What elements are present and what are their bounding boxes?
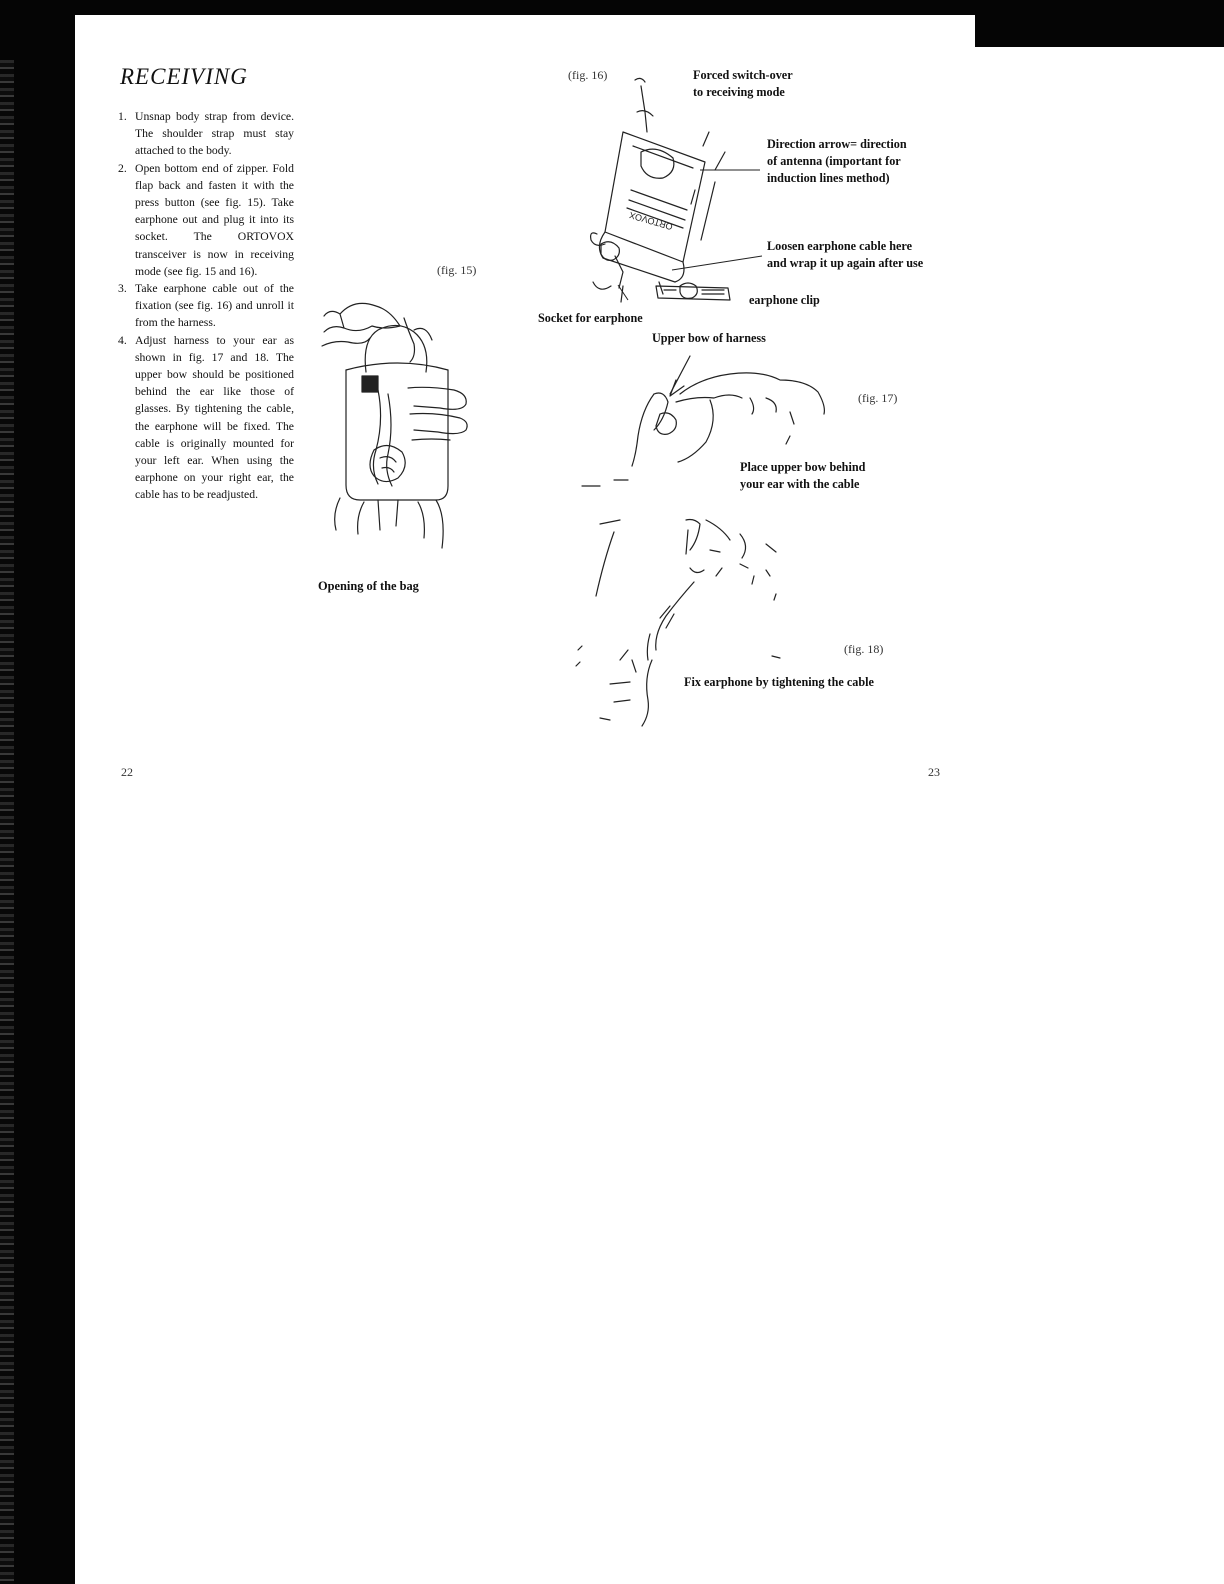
callout-upper-bow: Upper bow of harness bbox=[652, 331, 766, 345]
fig17-caption: Place upper bow behind your ear with the cable bbox=[740, 460, 866, 491]
instruction-step: 4. Adjust harness to your ear as shown in fig. 17 and 18. The upper bow should be positioned behind the ear like those of glasses. By tightening the cable, the earphone will be fixed. The cable is originally mounted for your left ear. When using the earphone on your right ear, the cable has to be readjusted. bbox=[118, 333, 294, 502]
device-brand-text: ORTOVOX bbox=[628, 209, 674, 232]
fig15-label: (fig. 15) bbox=[437, 263, 477, 277]
fig16-leader-lines bbox=[0, 0, 1224, 400]
fig16-label: (fig. 16) bbox=[568, 68, 608, 82]
instruction-step: 1. Unsnap body strap from device. The shoulder strap must stay attached to the body. bbox=[118, 110, 294, 158]
callout-earphone-clip: earphone clip bbox=[749, 293, 820, 307]
fig15-caption: Opening of the bag bbox=[318, 579, 419, 593]
fig18-label: (fig. 18) bbox=[844, 642, 884, 656]
callout-loosen-cable: Loosen earphone cable here and wrap it up again after use bbox=[767, 239, 924, 270]
callout-direction-arrow: Direction arrow= direction of antenna (important for induction lines method) bbox=[767, 137, 907, 185]
instruction-step: 3. Take earphone cable out of the fixation (see fig. 16) and unroll it from the harness. bbox=[118, 282, 294, 330]
fig17-label: (fig. 17) bbox=[858, 391, 898, 405]
section-title: RECEIVING bbox=[120, 64, 248, 89]
page-number-left: 22 bbox=[121, 765, 133, 779]
fig18-ear-illustration bbox=[570, 510, 820, 730]
page-number-right: 23 bbox=[928, 765, 940, 779]
callout-forced-switch: Forced switch-over to receiving mode bbox=[693, 68, 793, 99]
fig18-caption: Fix earphone by tightening the cable bbox=[684, 675, 874, 689]
callout-socket: Socket for earphone bbox=[538, 311, 643, 325]
instruction-step: 2. Open bottom end of zipper. Fold flap back and fasten it with the press button (see fig. 15). Take earphone out and plug it into its socket. The ORTOVOX transceiver is now in receiving mode (see fig. 15 and 16). bbox=[118, 161, 294, 278]
